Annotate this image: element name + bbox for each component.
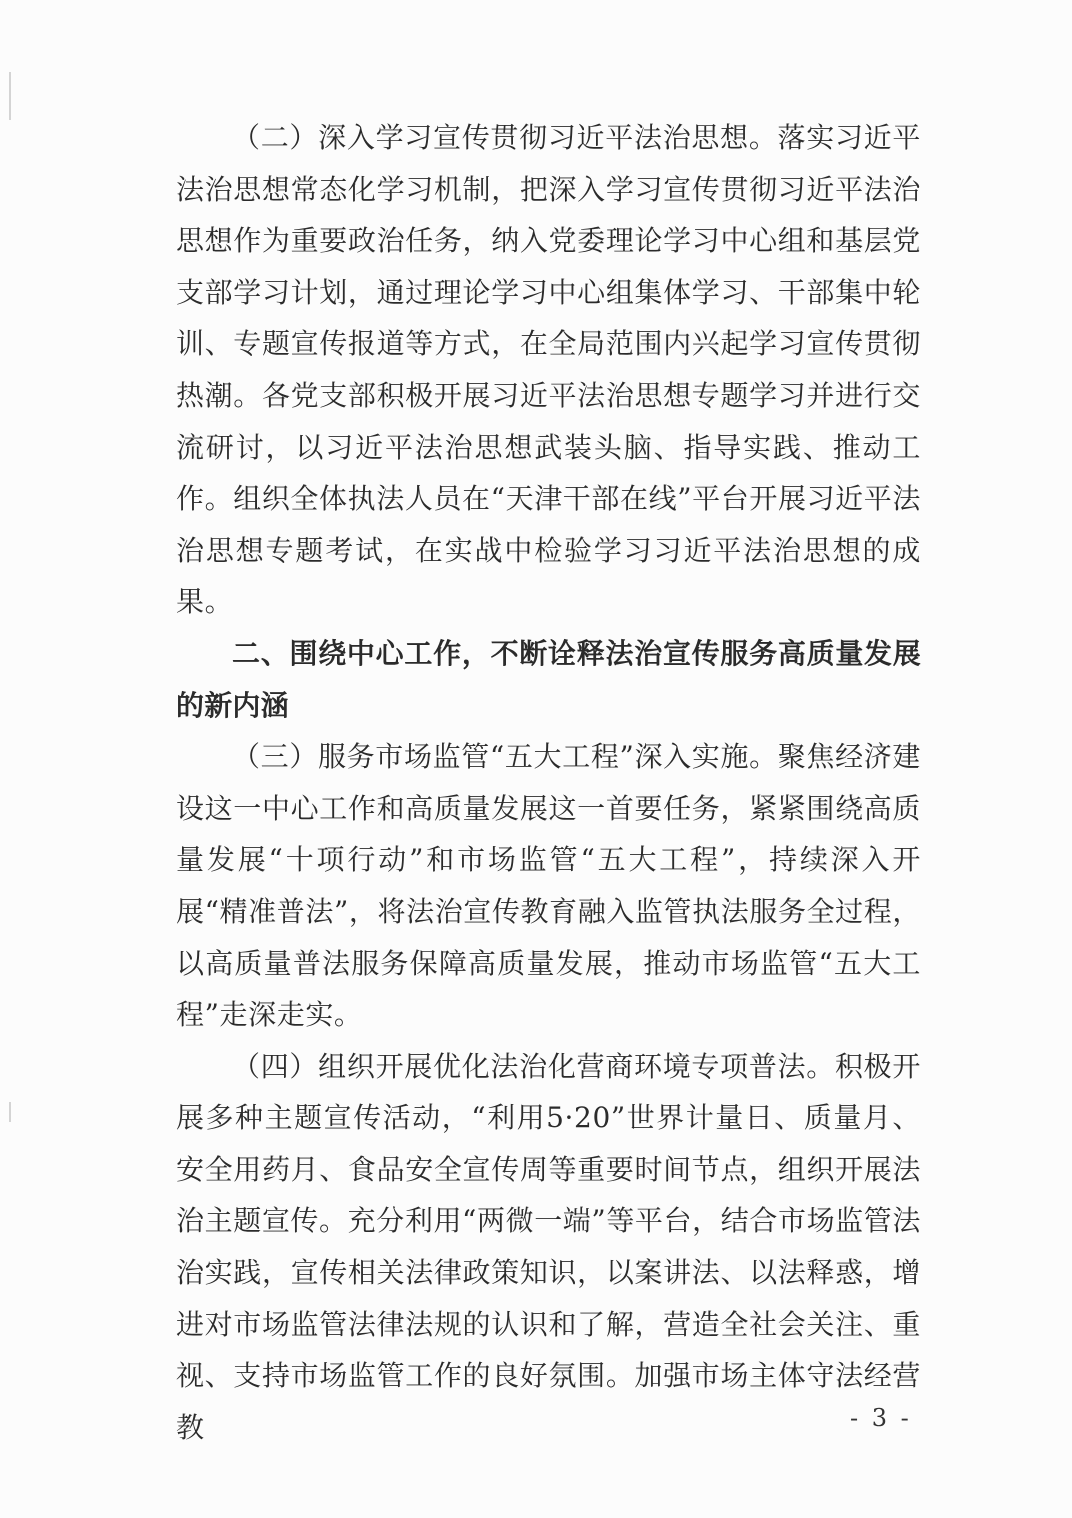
scan-edge-mark <box>9 72 11 120</box>
paragraph-3-five-major-projects: （三）服务市场监管“五大工程”深入实施。聚焦经济建设这一中心工作和高质量发展这一首要任务，紧紧围绕高质量发展“十项行动”和市场监管“五大工程”，持续深入开展“精准普法”，将法治宣传教育融入监管执法服务全过程，以高质量普法服务保障高质量发展，推动市场监管“五大工程”走深走实。 <box>176 740 921 1032</box>
paragraph-2-study-rule-of-law-thought: （二）深入学习宣传贯彻习近平法治思想。落实习近平法治思想常态化学习机制，把深入学习宣传贯彻习近平法治思想作为重要政治任务，纳入党委理论学习中心组和基层党支部学习计划，通过理论学习中心组集体学习、干部集中轮训、专题宣传报道等方式，在全局范围内兴起学习宣传贯彻热潮。各党支部积极开展习近平法治思想专题学习并进行交流研讨，以习近平法治思想武装头脑、指导实践、推动工作。组织全体执法人员在“天津干部在线”平台开展习近平法治思想专题考试，在实战中检验学习习近平法治思想的成果。 <box>176 121 921 619</box>
scan-edge-mark <box>9 1102 11 1122</box>
paragraph-4-business-environment: （四）组织开展优化法治化营商环境专项普法。积极开展多种主题宣传活动，“利用5·20”世界计量日、质量月、安全用药月、食品安全宣传周等重要时间节点，组织开展法治主题宣传。充分利用“两微一端”等平台，结合市场监管法治实践，宣传相关法律政策知识，以案讲法、以法释惑，增进对市场监管法律法规的认识和了解，营造全社会关注、重视、支持市场监管工作的良好氛围。加强市场主体守法经营教 <box>176 1049 921 1444</box>
document-body <box>176 112 921 1453</box>
section-heading-2: 二、围绕中心工作，不断诠释法治宣传服务高质量发展的新内涵 <box>176 636 921 722</box>
page-number: - 3 - <box>850 1404 912 1432</box>
